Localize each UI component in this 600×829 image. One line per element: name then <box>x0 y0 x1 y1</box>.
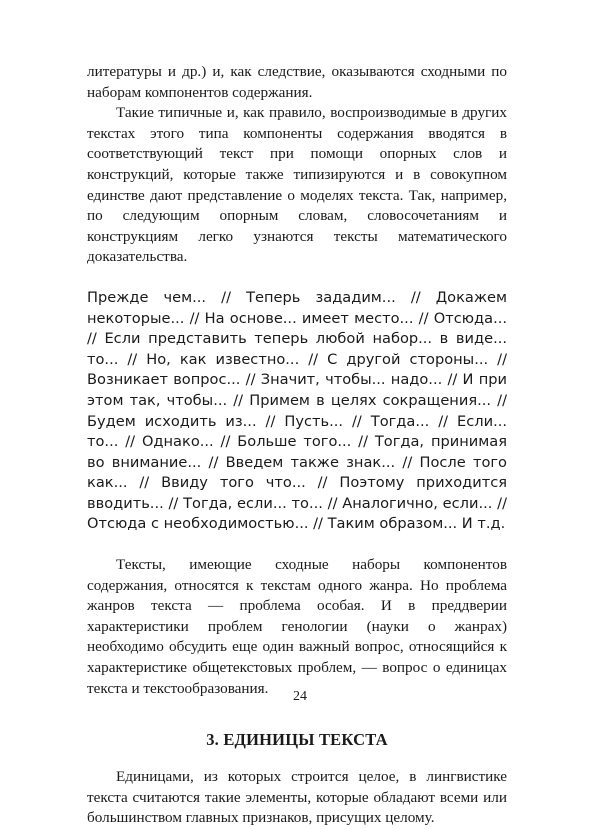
paragraph-typical-components: Такие типичные и, как правило, воспроизводимые в других текстах этого типа компоненты содержания вводятся в соответствующий текст при помощи опорных слов и конструкций, которые также типизируются и в совокупном единстве дают представление о моделях текста. Так, например, по следующим опорным словам, словосочетаниям и конструкциям легко узнаются тексты математического доказательства. <box>87 104 507 266</box>
paragraph-text-units: Единицами, из которых строится целое, в лингвистике текста считаются такие элементы, которые обладают всеми или большинством главных признаков, присущих целому. <box>87 768 507 827</box>
page-body <box>87 62 507 829</box>
page-number: 24 <box>293 689 307 704</box>
paragraph-math-proof-examples: Прежде чем... // Теперь зададим... // Докажем некоторые... // На основе... имеет место... // Отсюда... // Если представить теперь любой набор... в виде... то... // Но, как известно... // С другой стороны... // Возникает вопрос... // Значит, чтобы... надо... // И при этом так, чтобы... // Примем в целях сокращения... // Будем исходить из... // Пусть... // Тогда... // Если... то... // Однако... // Больше того... // Тогда, принимая во внимание... // Введем также знак... // После того как... // Ввиду того что... // Поэтому приходится вводить... // Тогда, если... то... // Аналогично, если... // Отсюда с необходимостью... // Таким образом... И т.д. <box>87 288 507 533</box>
paragraph-continuation: литературы и др.) и, как следствие, оказываются сходными по наборам компонентов содержания. <box>87 63 507 101</box>
paragraph-genres: Тексты, имеющие сходные наборы компонентов содержания, относятся к текстам одного жанра. Но проблема жанров текста — проблема особая. И в преддверии характеристики проблем генологии (науки о жанрах) необходимо обсудить еще один важный вопрос, относящийся к характеристике общетекстовых проблем, — вопрос о единицах текста и текстообразования. <box>87 556 507 697</box>
section-heading: 3. ЕДИНИЦЫ ТЕКСТА <box>206 730 388 750</box>
